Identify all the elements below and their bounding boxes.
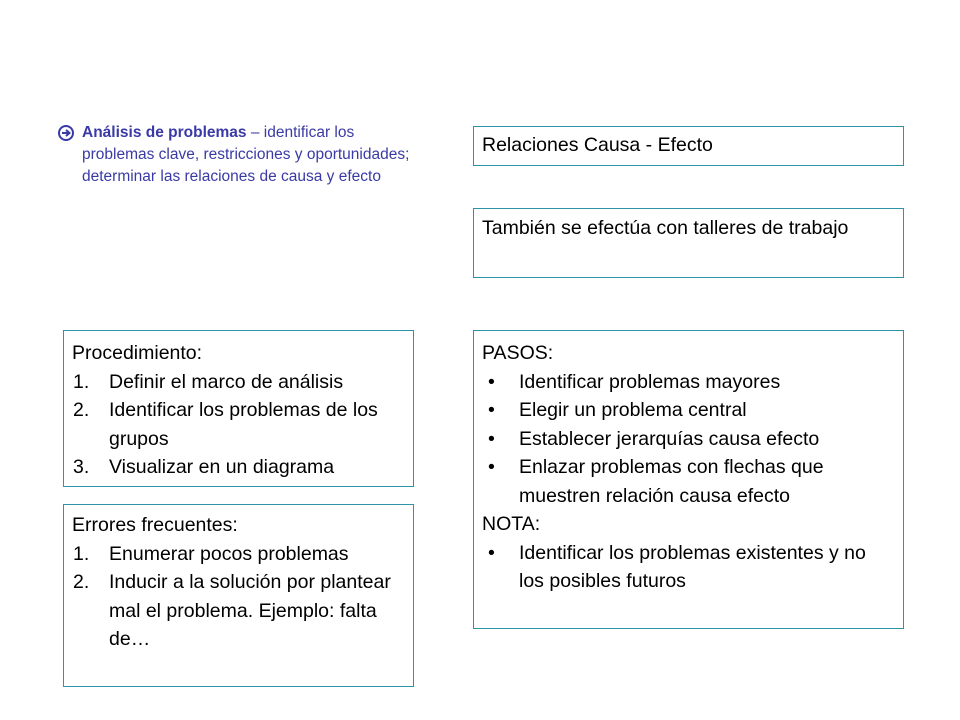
- causa-efecto-text: Relaciones Causa - Efecto: [482, 134, 713, 156]
- list-marker: 3.: [73, 456, 90, 478]
- procedimiento-heading: Procedimiento:: [72, 342, 203, 364]
- list-item-text: Definir el marco de análisis: [109, 370, 344, 393]
- talleres-text: También se efectúa con talleres de trabajo: [482, 217, 849, 239]
- errores-list: [72, 540, 405, 654]
- circled-arrow-right-icon: [58, 122, 82, 144]
- intro-bold-term: Análisis de problemas: [82, 124, 247, 141]
- list-marker: 1.: [73, 542, 90, 565]
- errores-heading: Errores frecuentes:: [72, 514, 238, 536]
- list-marker: 1.: [73, 370, 90, 393]
- pasos-list: [482, 368, 895, 511]
- list-item: [72, 568, 405, 654]
- list-item-text: Identificar problemas mayores: [519, 370, 781, 393]
- list-item-text: Establecer jerarquías causa efecto: [519, 427, 820, 450]
- list-marker: 2.: [73, 571, 90, 593]
- intro-bullet: [58, 122, 418, 188]
- list-item-text: Inducir a la solución por plantear mal el problema. Ejemplo: falta de…: [109, 571, 391, 650]
- list-item: [482, 368, 895, 397]
- procedimiento-box: [63, 330, 414, 487]
- causa-efecto-box: [473, 126, 904, 166]
- pasos-box: [473, 330, 904, 629]
- list-item-text: Elegir un problema central: [519, 399, 747, 421]
- list-item-text: Enumerar pocos problemas: [109, 542, 349, 565]
- list-item: [482, 396, 895, 425]
- bullet-marker: •: [488, 370, 495, 393]
- list-item: [482, 425, 895, 454]
- pasos-heading: PASOS:: [482, 342, 554, 364]
- list-item-text: Identificar los problemas existentes y no los posibles futuros: [519, 541, 866, 592]
- list-item: [72, 368, 405, 397]
- bullet-marker: •: [488, 456, 495, 478]
- intro-description: – identificar los problemas clave, restricciones y oportunidades; determinar las relaciones de causa y efecto: [82, 124, 410, 185]
- bullet-marker: •: [488, 399, 495, 421]
- list-item: [482, 539, 895, 596]
- intro-text: [82, 122, 418, 188]
- nota-list: [482, 539, 895, 596]
- list-item-text: Enlazar problemas con flechas que muestren relación causa efecto: [519, 456, 824, 507]
- nota-heading: NOTA:: [482, 513, 541, 535]
- list-item: [72, 396, 405, 453]
- talleres-box: [473, 208, 904, 278]
- list-item: [72, 540, 405, 569]
- errores-box: [63, 504, 414, 687]
- list-item: [482, 453, 895, 510]
- bullet-marker: •: [488, 427, 495, 450]
- list-item-text: Visualizar en un diagrama: [109, 456, 335, 478]
- list-marker: 2.: [73, 399, 90, 421]
- bullet-marker: •: [488, 541, 495, 564]
- list-item: [72, 453, 405, 482]
- list-item-text: Identificar los problemas de los grupos: [109, 399, 378, 450]
- procedimiento-list: [72, 368, 405, 482]
